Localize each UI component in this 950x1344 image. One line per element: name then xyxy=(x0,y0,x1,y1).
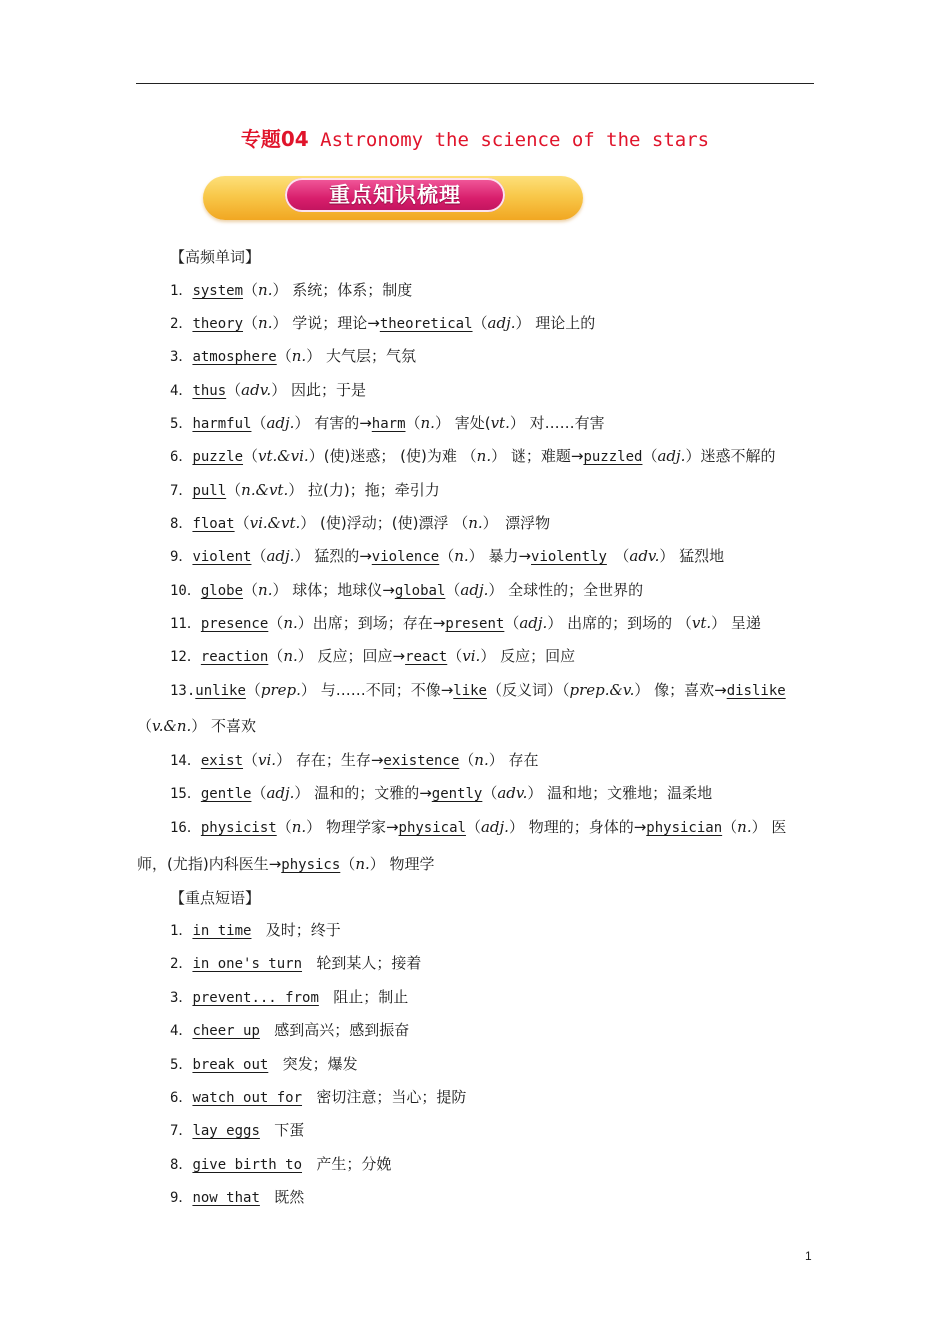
item-number: 6． xyxy=(170,1090,193,1106)
definition-text: （ xyxy=(268,647,284,665)
phrase-english: give birth to xyxy=(192,1156,303,1173)
item-number: 5． xyxy=(170,1056,193,1073)
part-of-speech: adj. xyxy=(460,581,489,599)
item-number: 8． xyxy=(170,516,193,532)
part-of-speech: prep.&v. xyxy=(569,681,635,699)
phrase-item xyxy=(170,1054,358,1075)
phrase-meaning: 既然 xyxy=(274,1188,305,1207)
vocab-item-continuation xyxy=(137,716,256,736)
part-of-speech: adj. xyxy=(487,314,516,332)
vocab-item xyxy=(170,646,575,667)
phrase-section-header: 【重点短语】 xyxy=(170,889,261,907)
vocab-item xyxy=(170,446,775,467)
item-number: 12． xyxy=(170,649,201,665)
item-number: 14． xyxy=(170,753,201,769)
definition-text: ） 漂浮物 xyxy=(482,514,551,532)
definition-text: ） 呈递 xyxy=(711,614,761,632)
definition-text: ） 全球性的；全世界的 xyxy=(488,581,644,599)
definition-text: （ xyxy=(642,447,658,465)
item-number: 4． xyxy=(170,1023,193,1040)
definition-text: ） 球体；地球仪→ xyxy=(272,581,395,599)
definition-text: ） 存在 xyxy=(488,751,539,769)
vocab-item xyxy=(170,546,724,567)
part-of-speech: vt.&vi. xyxy=(258,447,309,465)
definition-text: （ xyxy=(504,614,520,632)
vocab-word: theory xyxy=(192,316,244,332)
definition-text: 师，(尤指)内科医生→ xyxy=(137,855,282,873)
phrase-meaning: 阻止；制止 xyxy=(333,987,409,1006)
definition-text: ） 不喜欢 xyxy=(191,717,257,735)
vocab-word: globe xyxy=(200,583,244,599)
vocab-word: physicist xyxy=(200,820,277,836)
definition-text: ） 温和的；文雅的→ xyxy=(294,784,432,802)
item-number: 2． xyxy=(170,956,193,973)
phrase-english: cheer up xyxy=(192,1023,260,1040)
definition-text: ） 拉(力)；拖；牵引力 xyxy=(288,481,440,499)
part-of-speech: adj. xyxy=(266,784,295,802)
definition-text: ） 猛烈的→ xyxy=(294,547,372,565)
vocab-item xyxy=(170,480,440,501)
phrase-item xyxy=(170,1087,466,1108)
definition-text: （ xyxy=(722,818,738,836)
part-of-speech: n. xyxy=(355,855,370,873)
vocab-word: present xyxy=(445,616,505,632)
vocab-section-header: 【高频单词】 xyxy=(170,248,261,266)
vocab-word: violence xyxy=(371,549,440,565)
definition-text: ） 反应；回应 xyxy=(480,647,576,665)
definition-text: （ xyxy=(445,581,461,599)
definition-text: （ xyxy=(243,314,259,332)
vocab-word: theoretical xyxy=(379,316,473,332)
definition-text: （ xyxy=(465,818,481,836)
part-of-speech: n. xyxy=(737,818,752,836)
definition-text: ） 暴力→ xyxy=(468,547,532,565)
definition-text: ） 与……不同；不像→ xyxy=(300,681,454,699)
phrase-item xyxy=(170,987,408,1008)
phrase-item xyxy=(170,1020,409,1041)
vocab-word: puzzle xyxy=(192,449,244,465)
phrase-meaning: 及时；终于 xyxy=(265,921,341,939)
item-number: 1． xyxy=(170,283,193,299)
definition-text: （ xyxy=(243,447,259,465)
definition-text: ）出席；到场；存在→ xyxy=(297,614,446,632)
item-number: 7． xyxy=(170,483,193,499)
part-of-speech: adj. xyxy=(266,547,295,565)
item-number: 13. xyxy=(170,683,196,699)
page-number: 1 xyxy=(805,1249,812,1263)
vocab-word: global xyxy=(394,583,446,599)
part-of-speech: n. xyxy=(258,281,273,299)
phrase-meaning: 轮到某人；接着 xyxy=(316,954,422,973)
definition-text: （ xyxy=(268,614,284,632)
phrase-english: prevent... from xyxy=(192,989,319,1006)
definition-text: （ xyxy=(243,581,259,599)
vocab-word: gentle xyxy=(200,786,252,802)
definition-text: ） 对……有害 xyxy=(509,414,605,432)
item-number: 2． xyxy=(170,316,193,332)
vocab-word: dislike xyxy=(726,683,786,699)
vocab-word: exist xyxy=(200,753,244,769)
item-number: 10． xyxy=(170,583,201,599)
part-of-speech: n. xyxy=(258,581,273,599)
definition-text: ） 谜；难题→ xyxy=(491,447,584,465)
phrase-meaning: 密切注意；当心；提防 xyxy=(316,1088,467,1106)
definition-text: （ xyxy=(243,751,259,769)
definition-text: （ xyxy=(251,784,267,802)
item-number: 1． xyxy=(170,923,193,939)
definition-text: （ xyxy=(234,514,250,532)
phrase-item xyxy=(170,1154,391,1175)
vocab-word: thus xyxy=(192,383,227,399)
vocab-word: physics xyxy=(281,857,341,873)
vocab-word: pull xyxy=(192,483,227,499)
definition-text: （ xyxy=(472,314,488,332)
vocab-word: react xyxy=(405,649,448,665)
definition-text: （ xyxy=(405,414,421,432)
vocab-item xyxy=(170,413,605,434)
vocab-item xyxy=(170,380,366,401)
vocab-word: physician xyxy=(646,820,723,836)
vocab-word: gently xyxy=(431,786,483,802)
item-number: 7． xyxy=(170,1123,193,1140)
part-of-speech: n. xyxy=(474,751,489,769)
phrase-item xyxy=(170,1187,304,1208)
part-of-speech: vt. xyxy=(490,414,510,432)
definition-text: ） 像；喜欢→ xyxy=(634,681,727,699)
definition-text: （ xyxy=(459,751,475,769)
vocab-item xyxy=(170,750,539,771)
banner-label: 重点知识梳理 xyxy=(329,183,461,207)
part-of-speech: v.&n. xyxy=(152,717,192,735)
vocab-word: violent xyxy=(192,549,252,565)
part-of-speech: adj. xyxy=(266,414,295,432)
definition-text: （反义词）（ xyxy=(486,681,570,699)
vocab-word: like xyxy=(453,683,487,699)
vocab-item xyxy=(170,817,786,838)
item-number: 11． xyxy=(170,616,201,632)
header-rule xyxy=(136,83,814,84)
part-of-speech: adv. xyxy=(497,784,528,802)
vocab-word: puzzled xyxy=(583,449,643,465)
part-of-speech: adj. xyxy=(519,614,548,632)
definition-text: ） 系统；体系；制度 xyxy=(272,281,413,299)
phrase-meaning: 产生；分娩 xyxy=(316,1154,392,1173)
definition-text: （ xyxy=(276,818,292,836)
part-of-speech: n. xyxy=(468,514,483,532)
phrase-english: lay eggs xyxy=(192,1123,260,1140)
definition-text: ） 物理学家→ xyxy=(306,818,399,836)
phrase-meaning: 下蛋 xyxy=(274,1121,305,1140)
part-of-speech: vt. xyxy=(691,614,712,632)
vocab-item xyxy=(170,783,712,804)
definition-text: ） 大气层；气氛 xyxy=(306,347,416,365)
vocab-word: presence xyxy=(200,616,269,632)
part-of-speech: adj. xyxy=(480,818,509,836)
definition-text: （ xyxy=(137,717,153,735)
item-number: 15． xyxy=(170,786,201,802)
title-topic-number: 专题04 xyxy=(240,127,309,151)
phrase-meaning: 感到高兴；感到振奋 xyxy=(274,1021,410,1040)
title-english: Astronomy the science of the stars xyxy=(308,129,710,151)
item-number: 5． xyxy=(170,416,193,432)
vocab-word: existence xyxy=(383,753,460,769)
phrase-item xyxy=(170,1120,304,1141)
definition-text: ） 存在；生存→ xyxy=(276,751,384,769)
definition-text: （ xyxy=(439,547,455,565)
part-of-speech: n. xyxy=(476,447,492,465)
vocab-item xyxy=(170,580,643,601)
definition-text: ）迷惑不解的 xyxy=(685,447,776,465)
vocab-word: harmful xyxy=(192,416,252,432)
phrase-english: now that xyxy=(192,1190,260,1207)
vocab-word: float xyxy=(192,516,235,532)
vocab-word: atmosphere xyxy=(192,349,277,365)
part-of-speech: n. xyxy=(283,614,298,632)
definition-text: ） 物理学 xyxy=(369,855,435,873)
definition-text: ） 出席的；到场的 （ xyxy=(547,614,692,632)
vocab-word: system xyxy=(192,283,244,299)
vocab-item xyxy=(170,680,786,701)
definition-text: （ xyxy=(340,855,356,873)
part-of-speech: adv. xyxy=(629,547,660,565)
definition-text: （ xyxy=(606,547,630,565)
phrase-english: in one's turn xyxy=(192,956,303,973)
item-number: 3． xyxy=(170,989,193,1006)
part-of-speech: n. xyxy=(291,347,307,365)
definition-text: （ xyxy=(243,281,259,299)
part-of-speech: n.&vt. xyxy=(241,481,289,499)
definition-text: ） 物理的；身体的→ xyxy=(508,818,647,836)
item-number: 6． xyxy=(170,449,193,465)
definition-text: ） 因此；于是 xyxy=(271,381,366,399)
definition-text: （ xyxy=(482,784,498,802)
part-of-speech: vi. xyxy=(258,751,277,769)
item-number: 4． xyxy=(170,383,193,399)
definition-text: （ xyxy=(245,681,261,699)
definition-text: （ xyxy=(226,381,242,399)
phrase-meaning: 突发；爆发 xyxy=(282,1054,358,1073)
vocab-item xyxy=(170,313,595,334)
definition-text: ） 温和地；文雅地；温柔地 xyxy=(527,784,713,802)
vocab-word: reaction xyxy=(200,649,269,665)
vocab-item xyxy=(170,346,416,367)
part-of-speech: adv. xyxy=(241,381,272,399)
part-of-speech: adj. xyxy=(657,447,686,465)
vocab-word: violently xyxy=(531,549,607,565)
vocab-item xyxy=(170,280,412,301)
vocab-word: physical xyxy=(398,820,466,836)
phrase-item xyxy=(170,920,341,941)
vocab-item xyxy=(170,513,550,534)
phrase-item xyxy=(170,953,421,974)
part-of-speech: prep. xyxy=(260,681,301,699)
part-of-speech: vi. xyxy=(462,647,481,665)
definition-text: ） 有害的→ xyxy=(294,414,372,432)
phrase-english: watch out for xyxy=(192,1090,303,1106)
vocab-item xyxy=(170,613,761,634)
vocab-word: harm xyxy=(371,416,406,432)
definition-text: ） 反应；回应→ xyxy=(297,647,406,665)
definition-text: ） 医 xyxy=(751,818,787,836)
part-of-speech: n. xyxy=(258,314,273,332)
part-of-speech: n. xyxy=(420,414,435,432)
part-of-speech: vi.&vt. xyxy=(249,514,301,532)
vocab-word: unlike xyxy=(195,683,246,699)
definition-text: （ xyxy=(251,547,267,565)
item-number: 16． xyxy=(170,820,201,836)
definition-text: ）(使)迷惑； (使)为难 （ xyxy=(308,447,477,465)
phrase-english: break out xyxy=(192,1056,269,1073)
item-number: 9． xyxy=(170,549,193,565)
part-of-speech: n. xyxy=(454,547,469,565)
definition-text: （ xyxy=(276,347,292,365)
item-number: 3． xyxy=(170,349,193,365)
definition-text: ） 学说；理论→ xyxy=(272,314,380,332)
definition-text: ） (使)浮动；(使)漂浮 （ xyxy=(300,514,469,532)
item-number: 8． xyxy=(170,1156,193,1173)
page-title xyxy=(0,123,950,152)
definition-text: ） 害处( xyxy=(434,414,491,432)
vocab-item-continuation xyxy=(137,854,435,875)
definition-text: （ xyxy=(447,647,463,665)
definition-text: ） 理论上的 xyxy=(515,314,596,332)
definition-text: （ xyxy=(251,414,267,432)
definition-text: （ xyxy=(226,481,242,499)
section-banner xyxy=(203,176,583,220)
definition-text: ） 猛烈地 xyxy=(659,547,725,565)
item-number: 9． xyxy=(170,1190,193,1207)
phrase-english: in time xyxy=(192,923,252,939)
part-of-speech: n. xyxy=(283,647,298,665)
part-of-speech: n. xyxy=(291,818,307,836)
